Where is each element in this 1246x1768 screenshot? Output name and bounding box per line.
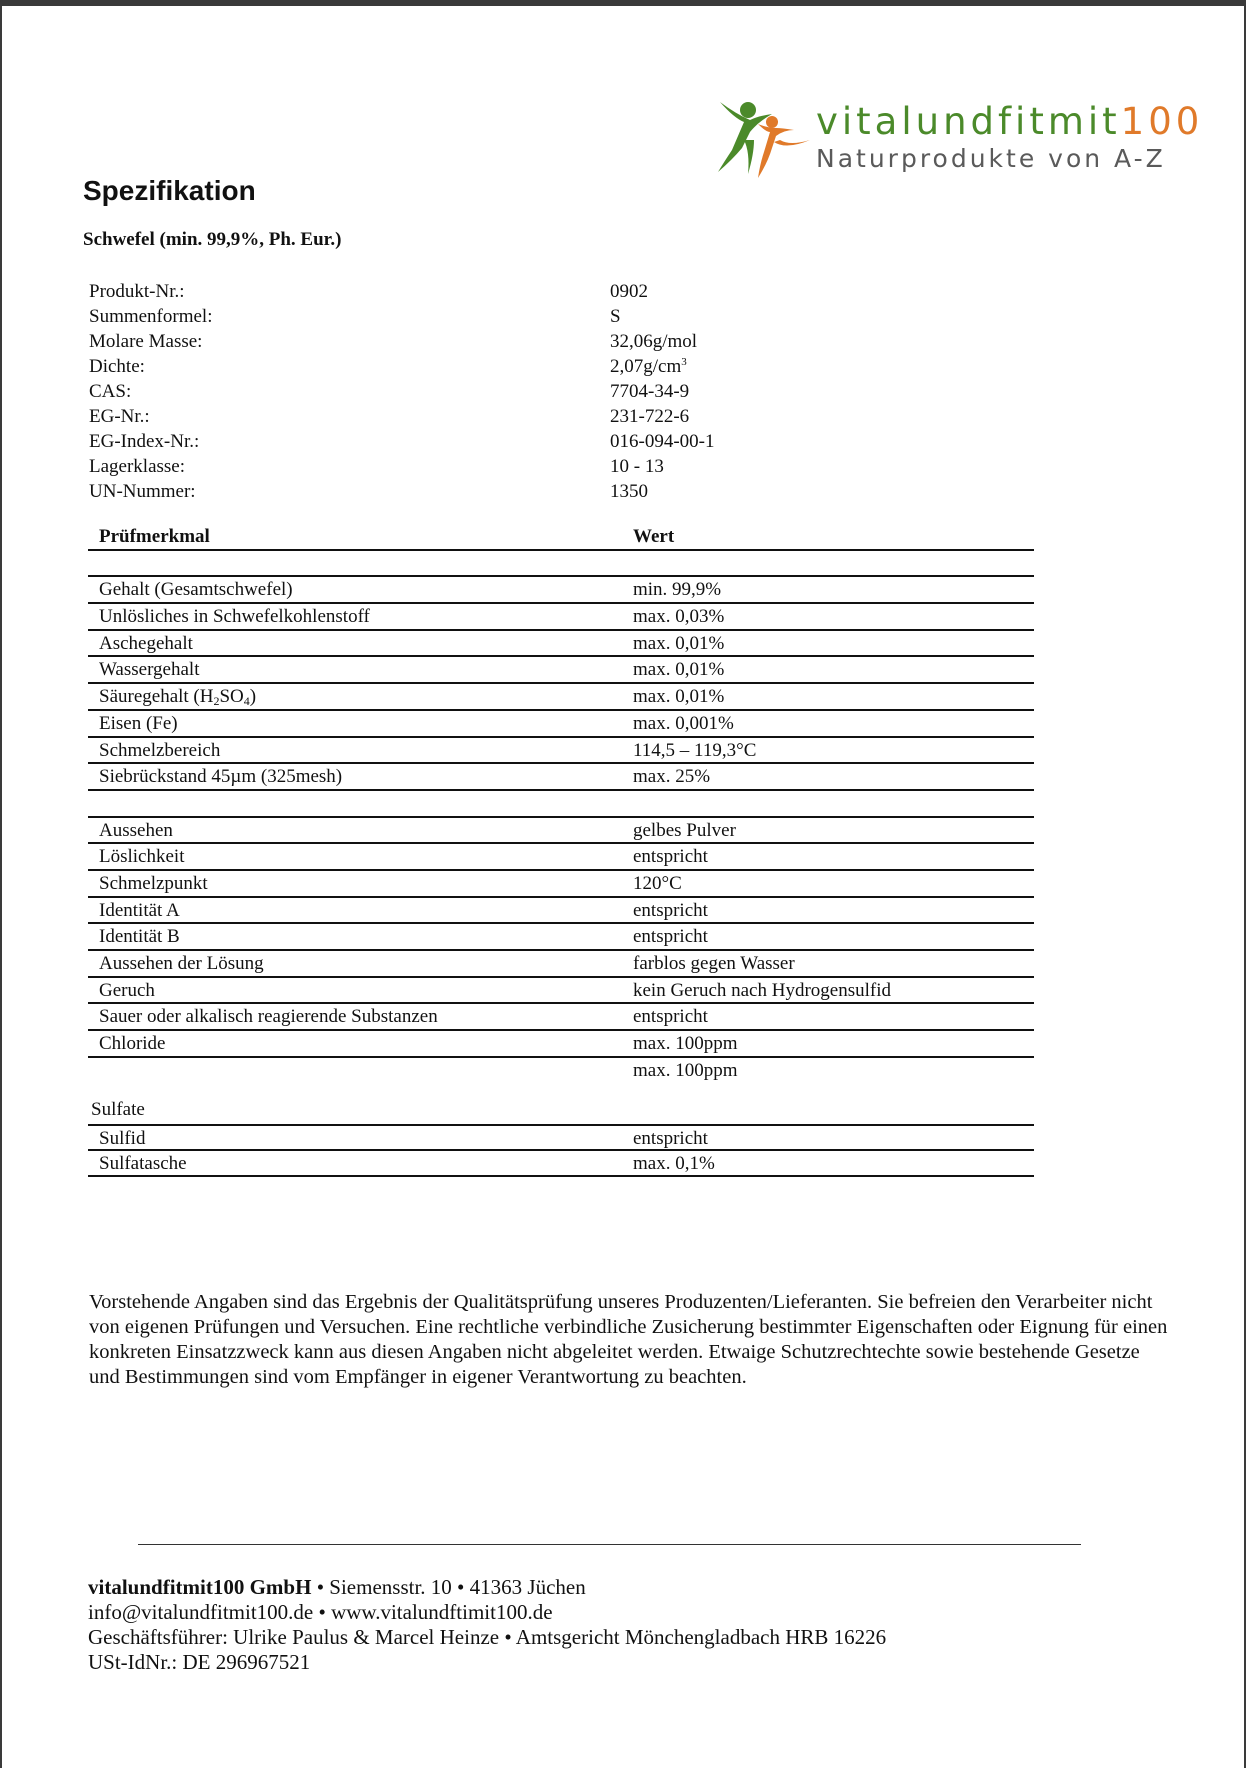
property-key: Molare Masse: <box>89 331 203 352</box>
property-value: 016-094-00-1 <box>610 431 715 452</box>
property-row <box>89 454 789 479</box>
footer-contact: info@vitalundfitmit100.de • www.vitalundftimit100.de <box>88 1600 553 1624</box>
figures-logo-icon <box>714 92 814 188</box>
table-header: Prüfmerkmal Wert <box>88 524 1034 551</box>
page-title: Spezifikation <box>83 175 256 206</box>
table-row: Schmelzpunkt 120°C <box>88 871 1034 898</box>
footer-vat: USt-IdNr.: DE 296967521 <box>88 1650 311 1674</box>
footer <box>88 1575 1188 1675</box>
table-row: Sulfid entspricht <box>88 1124 1034 1151</box>
table-row: Sulfatasche max. 0,1% <box>88 1151 1034 1178</box>
property-key: Dichte: <box>89 356 145 377</box>
company-address: • Siemensstr. 10 • 41363 Jüchen <box>311 1575 586 1599</box>
disclaimer-text: Vorstehende Angaben sind das Ergebnis der Qualitätsprüfung unseres Produzenten/Lieferanten. Sie befreien den Verarbeiter nicht von eigenen Prüfungen und Versuchen. Eine rechtliche verbindliche Zusicherung bestimmter Eigenschaften oder Eignung für einen konkreten Einsatzzweck kann aus diesen Angaben nicht abgeleitet werden. Etwaige Schutzrechtechte sowie bestehende Gesetze und Bestimmungen sind vom Empfänger in eigener Verantwortung zu beachten. <box>89 1291 1168 1388</box>
property-row <box>89 379 789 404</box>
property-row <box>89 279 789 304</box>
footer-company-line <box>88 1575 1188 1600</box>
table-spacer <box>88 551 1034 578</box>
table-row <box>88 1098 1034 1124</box>
table-row: Eisen (Fe) max. 0,001% <box>88 711 1034 738</box>
property-row <box>89 479 789 504</box>
property-value: 32,06g/mol <box>610 331 698 352</box>
product-properties <box>89 279 789 504</box>
property-value: 7704-34-9 <box>610 381 690 402</box>
property-value: S <box>610 306 621 327</box>
table-row: Identität B entspricht <box>88 924 1034 951</box>
page-left-border <box>0 0 2 1768</box>
property-key: CAS: <box>89 381 132 402</box>
company-logo <box>714 92 1204 188</box>
property-row <box>89 404 789 429</box>
property-row <box>89 429 789 454</box>
property-row <box>89 304 789 329</box>
property-value: 231-722-6 <box>610 406 690 427</box>
logo-tagline: Naturprodukte von A-Z <box>816 144 1166 173</box>
property-value: 10 - 13 <box>610 456 664 477</box>
table-row: Aussehen der Lösung farblos gegen Wasser <box>88 951 1034 978</box>
property-value: 1350 <box>610 481 648 502</box>
property-key: Produkt-Nr.: <box>89 281 185 302</box>
spec-table <box>88 524 1034 1084</box>
table-row: Identität A entspricht <box>88 898 1034 925</box>
table-row: Unlösliches in Schwefelkohlenstoff max. 0,03% <box>88 604 1034 631</box>
table-row: Gehalt (Gesamtschwefel) min. 99,9% <box>88 577 1034 604</box>
sulfate-label: Sulfate <box>91 1099 145 1120</box>
table-spacer <box>88 791 1034 818</box>
company-name: vitalundfitmit100 GmbH <box>88 1575 312 1599</box>
property-key: EG-Index-Nr.: <box>89 431 200 452</box>
table-row: Aussehen gelbes Pulver <box>88 818 1034 845</box>
table-row: Schmelzbereich 114,5 – 119,3°C <box>88 738 1034 765</box>
property-key: Summenformel: <box>89 306 213 327</box>
product-subtitle: Schwefel (min. 99,9%, Ph. Eur.) <box>83 229 342 250</box>
table-row: Säuregehalt $(H_2SO_4)$ max. 0,01% <box>88 684 1034 711</box>
page-top-border <box>0 0 1246 6</box>
table-row: max. 100ppm <box>633 1059 738 1081</box>
table-row: Löslichkeit entspricht <box>88 844 1034 871</box>
property-row <box>89 354 789 379</box>
property-key: UN-Nummer: <box>89 481 196 502</box>
property-value: $2,07g/cm^3$ <box>610 356 687 377</box>
table-row: Wassergehalt max. 0,01% <box>88 657 1034 684</box>
property-key: EG-Nr.: <box>89 406 150 427</box>
property-key: Lagerklasse: <box>89 456 186 477</box>
table-row: Chloride max. 100ppm <box>88 1031 1034 1058</box>
property-value: 0902 <box>610 281 648 302</box>
table-row: Geruch kein Geruch nach Hydrogensulfid <box>88 978 1034 1005</box>
logo-brand-name: vitalundfitmit100 <box>816 100 1204 143</box>
table-row: Siebrückstand 45µm (325mesh) max. 25% <box>88 764 1034 791</box>
table-row: Sauer oder alkalisch reagierende Substanzen entspricht <box>88 1004 1034 1031</box>
spec-table-continued <box>88 1098 1034 1177</box>
table-row: Aschegehalt max. 0,01% <box>88 631 1034 658</box>
footer-management: Geschäftsführer: Ulrike Paulus & Marcel Heinze • Amtsgericht Mönchengladbach HRB 16226 <box>88 1625 887 1649</box>
property-row <box>89 329 789 354</box>
footer-divider <box>138 1544 1081 1545</box>
